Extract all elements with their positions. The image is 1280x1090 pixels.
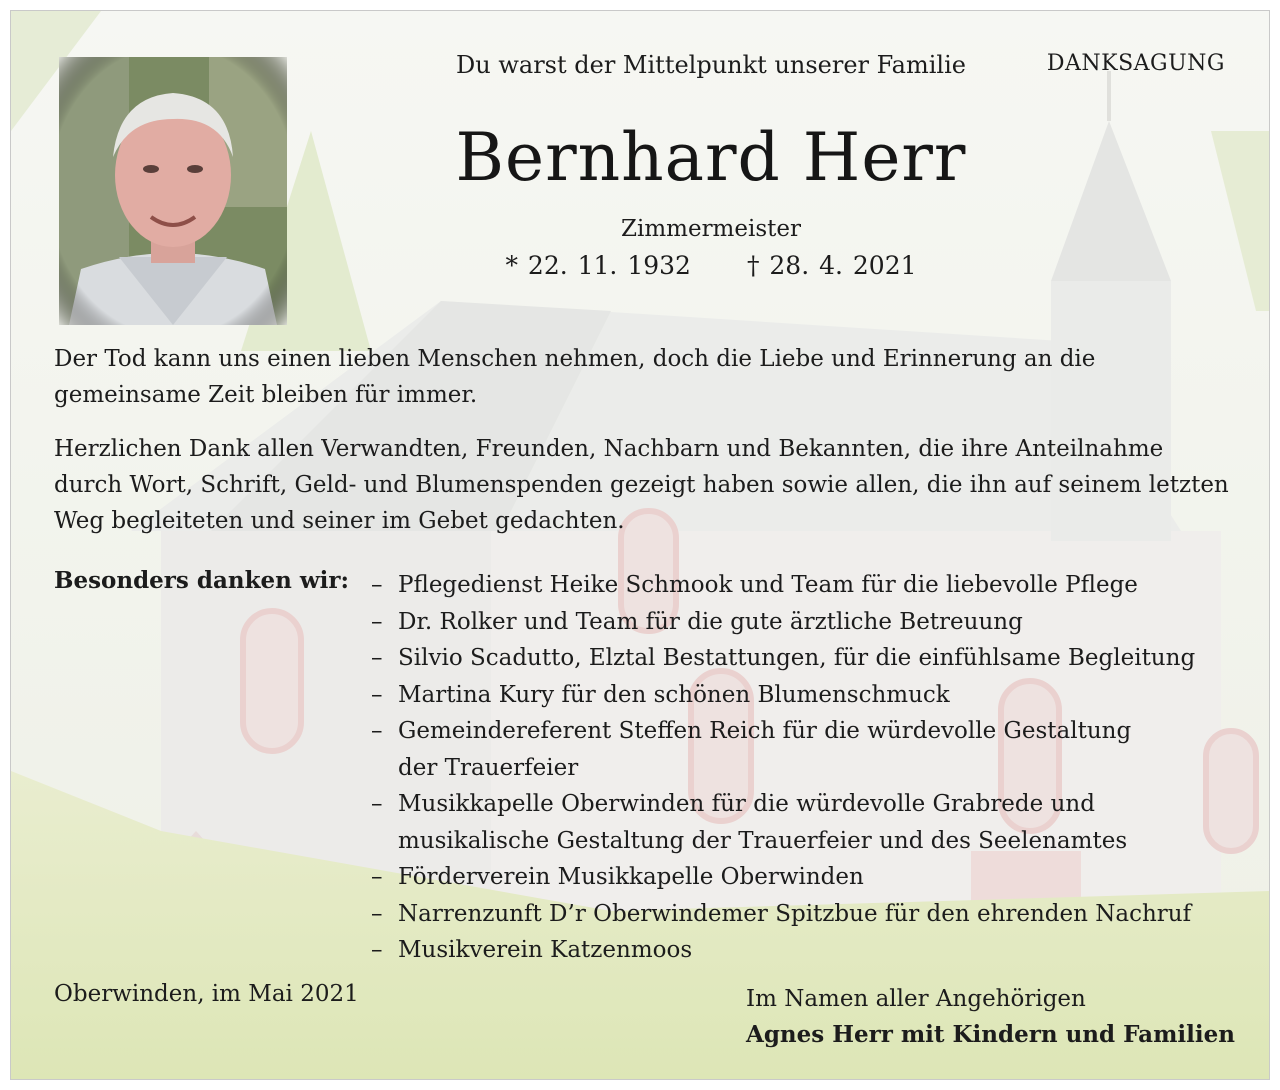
notice-type-label: DANKSAGUNG [1046,51,1225,76]
signature-intro: Im Namen aller Angehörigen [746,986,1086,1012]
list-item: – Musikverein Katzenmoos [371,937,693,963]
intro-paragraph: Der Tod kann uns einen lieben Menschen nehmen, doch die Liebe und Erinnerung an die gemeinsame Zeit bleiben für immer. [54,346,1096,408]
list-item: – Gemeindereferent Steffen Reich für die würdevolle Gestaltung der Trauerfeier [371,718,1132,781]
thanks-paragraph: Herzlichen Dank allen Verwandten, Freunden, Nachbarn und Bekannten, die ihre Anteilnahme durch Wort, Schrift, Geld- und Blumenspenden gezeigt haben sowie allen, die ihn auf seinem letzten Weg begleiteten und seiner im Gebet gedachten. [54,436,1229,534]
obituary-notice [10,10,1270,1080]
list-item: – Musikkapelle Oberwinden für die würdevolle Grabrede und musikalische Gestaltung der Trauerfeier und des Seelenamtes [371,791,1128,854]
place-date: Oberwinden, im Mai 2021 [54,981,359,1007]
list-item: – Dr. Rolker und Team für die gute ärztliche Betreuung [371,608,1023,635]
signature-block [746,981,1235,1053]
list-item: – Narrenzunft D’r Oberwindemer Spitzbue für den ehrenden Nachruf [371,900,1192,927]
profession: Zimmermeister [621,216,801,242]
motto-line: Du warst der Mittelpunkt unserer Familie [456,51,966,79]
life-dates [411,251,1011,280]
list-item: – Förderverein Musikkapelle Oberwinden [371,864,864,890]
list-item: – Pflegedienst Heike Schmook und Team für die liebevolle Pflege [371,572,1138,598]
list-item: – Silvio Scadutto, Elztal Bestattungen, für die einfühlsame Begleitung [371,645,1196,671]
special-thanks-list [371,567,1251,969]
death-date: † 28. 4. 2021 [746,251,917,280]
signature-names: Agnes Herr mit Kindern und Familien [746,1021,1235,1048]
birth-date: * 22. 11. 1932 [505,251,691,280]
special-thanks-label: Besonders danken wir: [54,567,350,594]
deceased-name: Bernhard Herr [455,119,967,196]
portrait-photo [59,57,287,325]
list-item: – Martina Kury für den schönen Blumenschmuck [371,681,950,708]
